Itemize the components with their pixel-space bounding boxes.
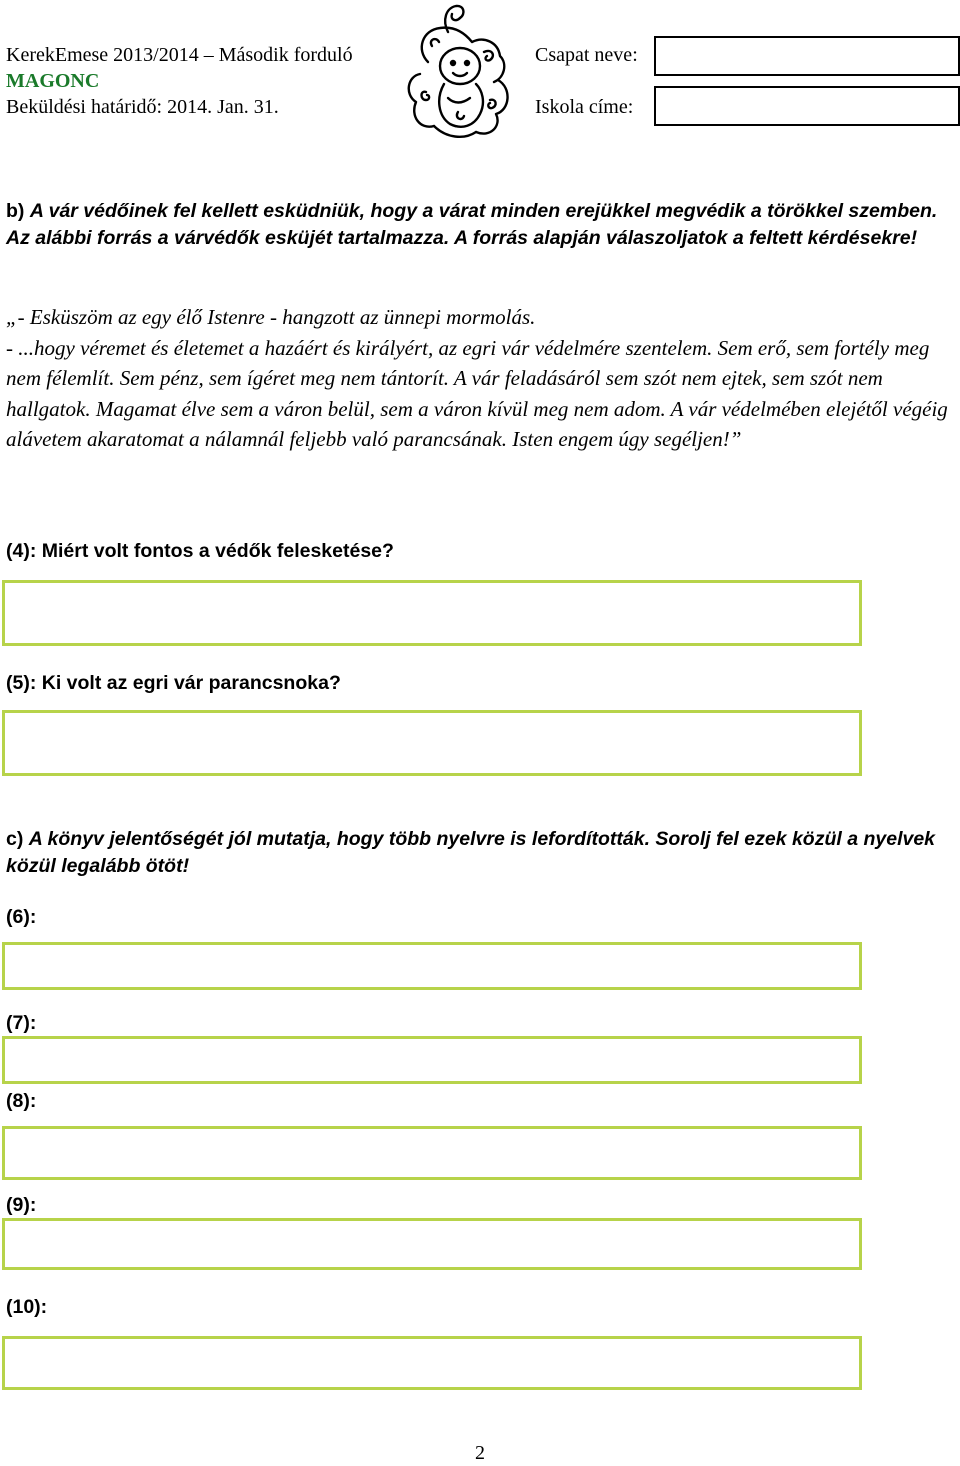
answer-box-6[interactable] [2, 942, 862, 990]
answer-box-4[interactable] [2, 580, 862, 646]
answer-box-5[interactable] [2, 710, 862, 776]
quote-first-line: „- Esküszöm az egy élő Istenre - hangzott az ünnepi mormolás. [6, 305, 536, 329]
question-4 [6, 540, 394, 563]
question-6-label: (6): [6, 906, 37, 928]
brand-name: MAGONC [6, 70, 100, 92]
answer-box-8[interactable] [2, 1126, 862, 1180]
question-5-text: Ki volt az egri vár parancsnoka? [41, 672, 341, 694]
magonc-logo-icon [398, 2, 524, 142]
question-4-number: (4): [6, 540, 37, 562]
competition-title: KerekEmese 2013/2014 – Második forduló [6, 44, 353, 66]
school-address-label: Iskola címe: [535, 96, 634, 118]
answer-box-7[interactable] [2, 1036, 862, 1084]
question-7-label: (7): [6, 1012, 37, 1034]
section-c-text: A könyv jelentőségét jól mutatja, hogy több nyelvre is lefordították. Sorolj fel ezek közül a nyelvek közül legalább ötöt! [6, 828, 936, 877]
team-name-label: Csapat neve: [535, 44, 638, 66]
question-9-label: (9): [6, 1194, 37, 1216]
question-10-label: (10): [6, 1296, 48, 1318]
answer-box-9[interactable] [2, 1218, 862, 1270]
question-5 [6, 672, 341, 695]
section-c-prefix: c) [6, 828, 24, 850]
school-address-field[interactable] [654, 86, 960, 126]
quote-body: - ...hogy véremet és életemet a hazáért és királyért, az egri vár védelmére szentelem. Sem erő, sem fortély meg nem félemlít. Sem pénz, sem ígéret meg nem tántorít. A vár feladásáról sem szót nem ejtek, sem szót nem hallgatok. Magamat élve sem a váron belül, sem a váron kívül meg nem adom. A vár védelmében elejétől végéig alávetem akaratomat a nálamnál feljebb való parancsának. Isten engem úgy segéljen!” [6, 335, 948, 451]
team-name-field[interactable] [654, 36, 960, 76]
answer-box-10[interactable] [2, 1336, 862, 1390]
section-b-instruction [6, 198, 956, 252]
section-b-text: A vár védőinek fel kellett esküdniük, hogy a várat minden erejükkel megvédik a törökkel szemben. Az alábbi forrás a várvédők esküjét tartalmazza. A forrás alapján válaszoljatok a feltett kérdésekre! [6, 200, 938, 249]
page-number: 2 [475, 1442, 485, 1464]
question-5-number: (5): [6, 672, 37, 694]
header-info [6, 42, 353, 120]
deadline: Beküldési határidő: 2014. Jan. 31. [6, 96, 279, 118]
question-8-label: (8): [6, 1090, 37, 1112]
question-4-text: Miért volt fontos a védők felesketése? [41, 540, 394, 562]
oath-quote [6, 302, 956, 455]
section-c-instruction [6, 826, 956, 880]
section-b-prefix: b) [6, 200, 25, 222]
